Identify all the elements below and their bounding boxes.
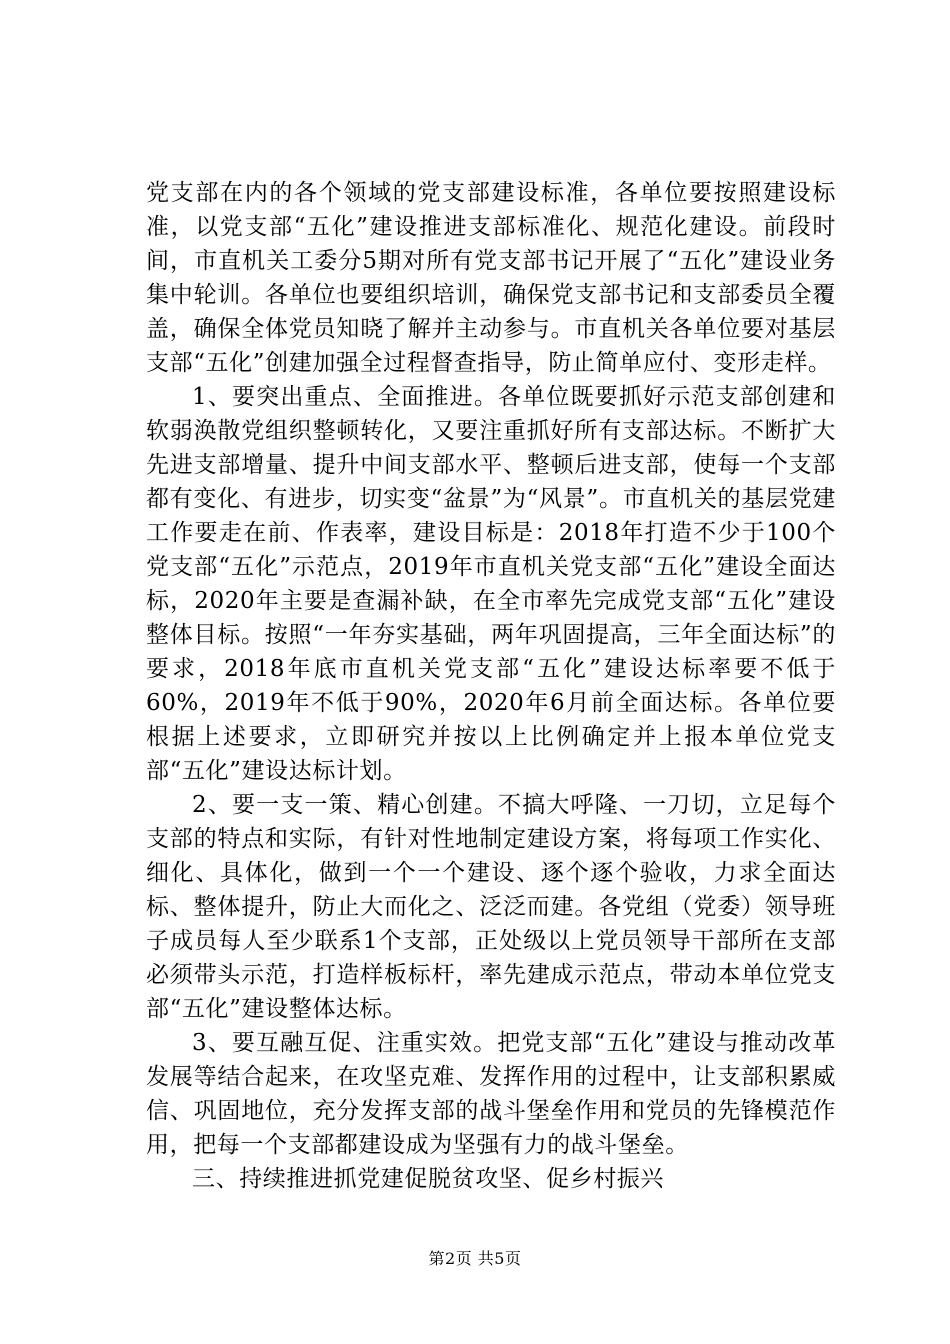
section-heading-3: 三、持续推进抓党建促脱贫攻坚、促乡村振兴 (192, 1166, 664, 1192)
paragraph-point-1: 1、要突出重点、全面推进。各单位既要抓好示范支部创建和软弱涣散党组织整顿转化，又要注重抓好所有支部达标。不断扩大先进支部增量、提升中间支部水平、整顿后进支部，使每一个支部都有变化、有进步，切实变“盆景”为“风景”。市直机关的基层党建工作要走在前、作表率，建设目标是：2018年打造不少于100个党支部“五化”示范点，2019年市直机关党支部“五化”建设全面达标，2020年主要是查漏补缺，在全市率先完成党支部“五化”建设整体目标。按照“一年夯实基础，两年巩固提高，三年全面达标”的要求，2018年底市直机关党支部“五化”建设达标率要不低于60%，2019年不低于90%，2020年6月前全面达标。各单位要根据上述要求，立即研究并按以上比例确定并上报本单位党支部“五化”建设达标计划。 (146, 384, 836, 784)
paragraph-point-3: 3、要互融互促、注重实效。把党支部“五化”建设与推动改革发展等结合起来，在攻坚克难、发挥作用的过程中，让支部积累威信、巩固地位，充分发挥支部的战斗堡垒作用和党员的先锋模范作用，把每一个支部都建设成为坚强有力的战斗堡垒。 (146, 1030, 836, 1158)
page-number-footer: 第2页 共5页 (428, 1249, 522, 1268)
paragraph-intro: 党支部在内的各个领域的党支部建设标准，各单位要按照建设标准，以党支部“五化”建设推进支部标准化、规范化建设。前段时间，市直机关工委分5期对所有党支部书记开展了“五化”建设业务集中轮训。各单位也要组织培训，确保党支部书记和支部委员全覆盖，确保全体党员知晓了解并主动参与。市直机关各单位要对基层支部“五化”创建加强全过程督查指导，防止简单应付、变形走样。 (146, 180, 836, 376)
document-body (146, 176, 836, 1196)
paragraph-point-2: 2、要一支一策、精心创建。不搞大呼隆、一刀切，立足每个支部的特点和实际，有针对性地制定建设方案，将每项工作实化、细化、具体化，做到一个一个建设、逐个逐个验收，力求全面达标、整体提升，防止大而化之、泛泛而建。各党组（党委）领导班子成员每人至少联系1个支部，正处级以上党员领导干部所在支部必须带头示范，打造样板标杆，率先建成示范点，带动本单位党支部“五化”建设整体达标。 (146, 792, 836, 1022)
